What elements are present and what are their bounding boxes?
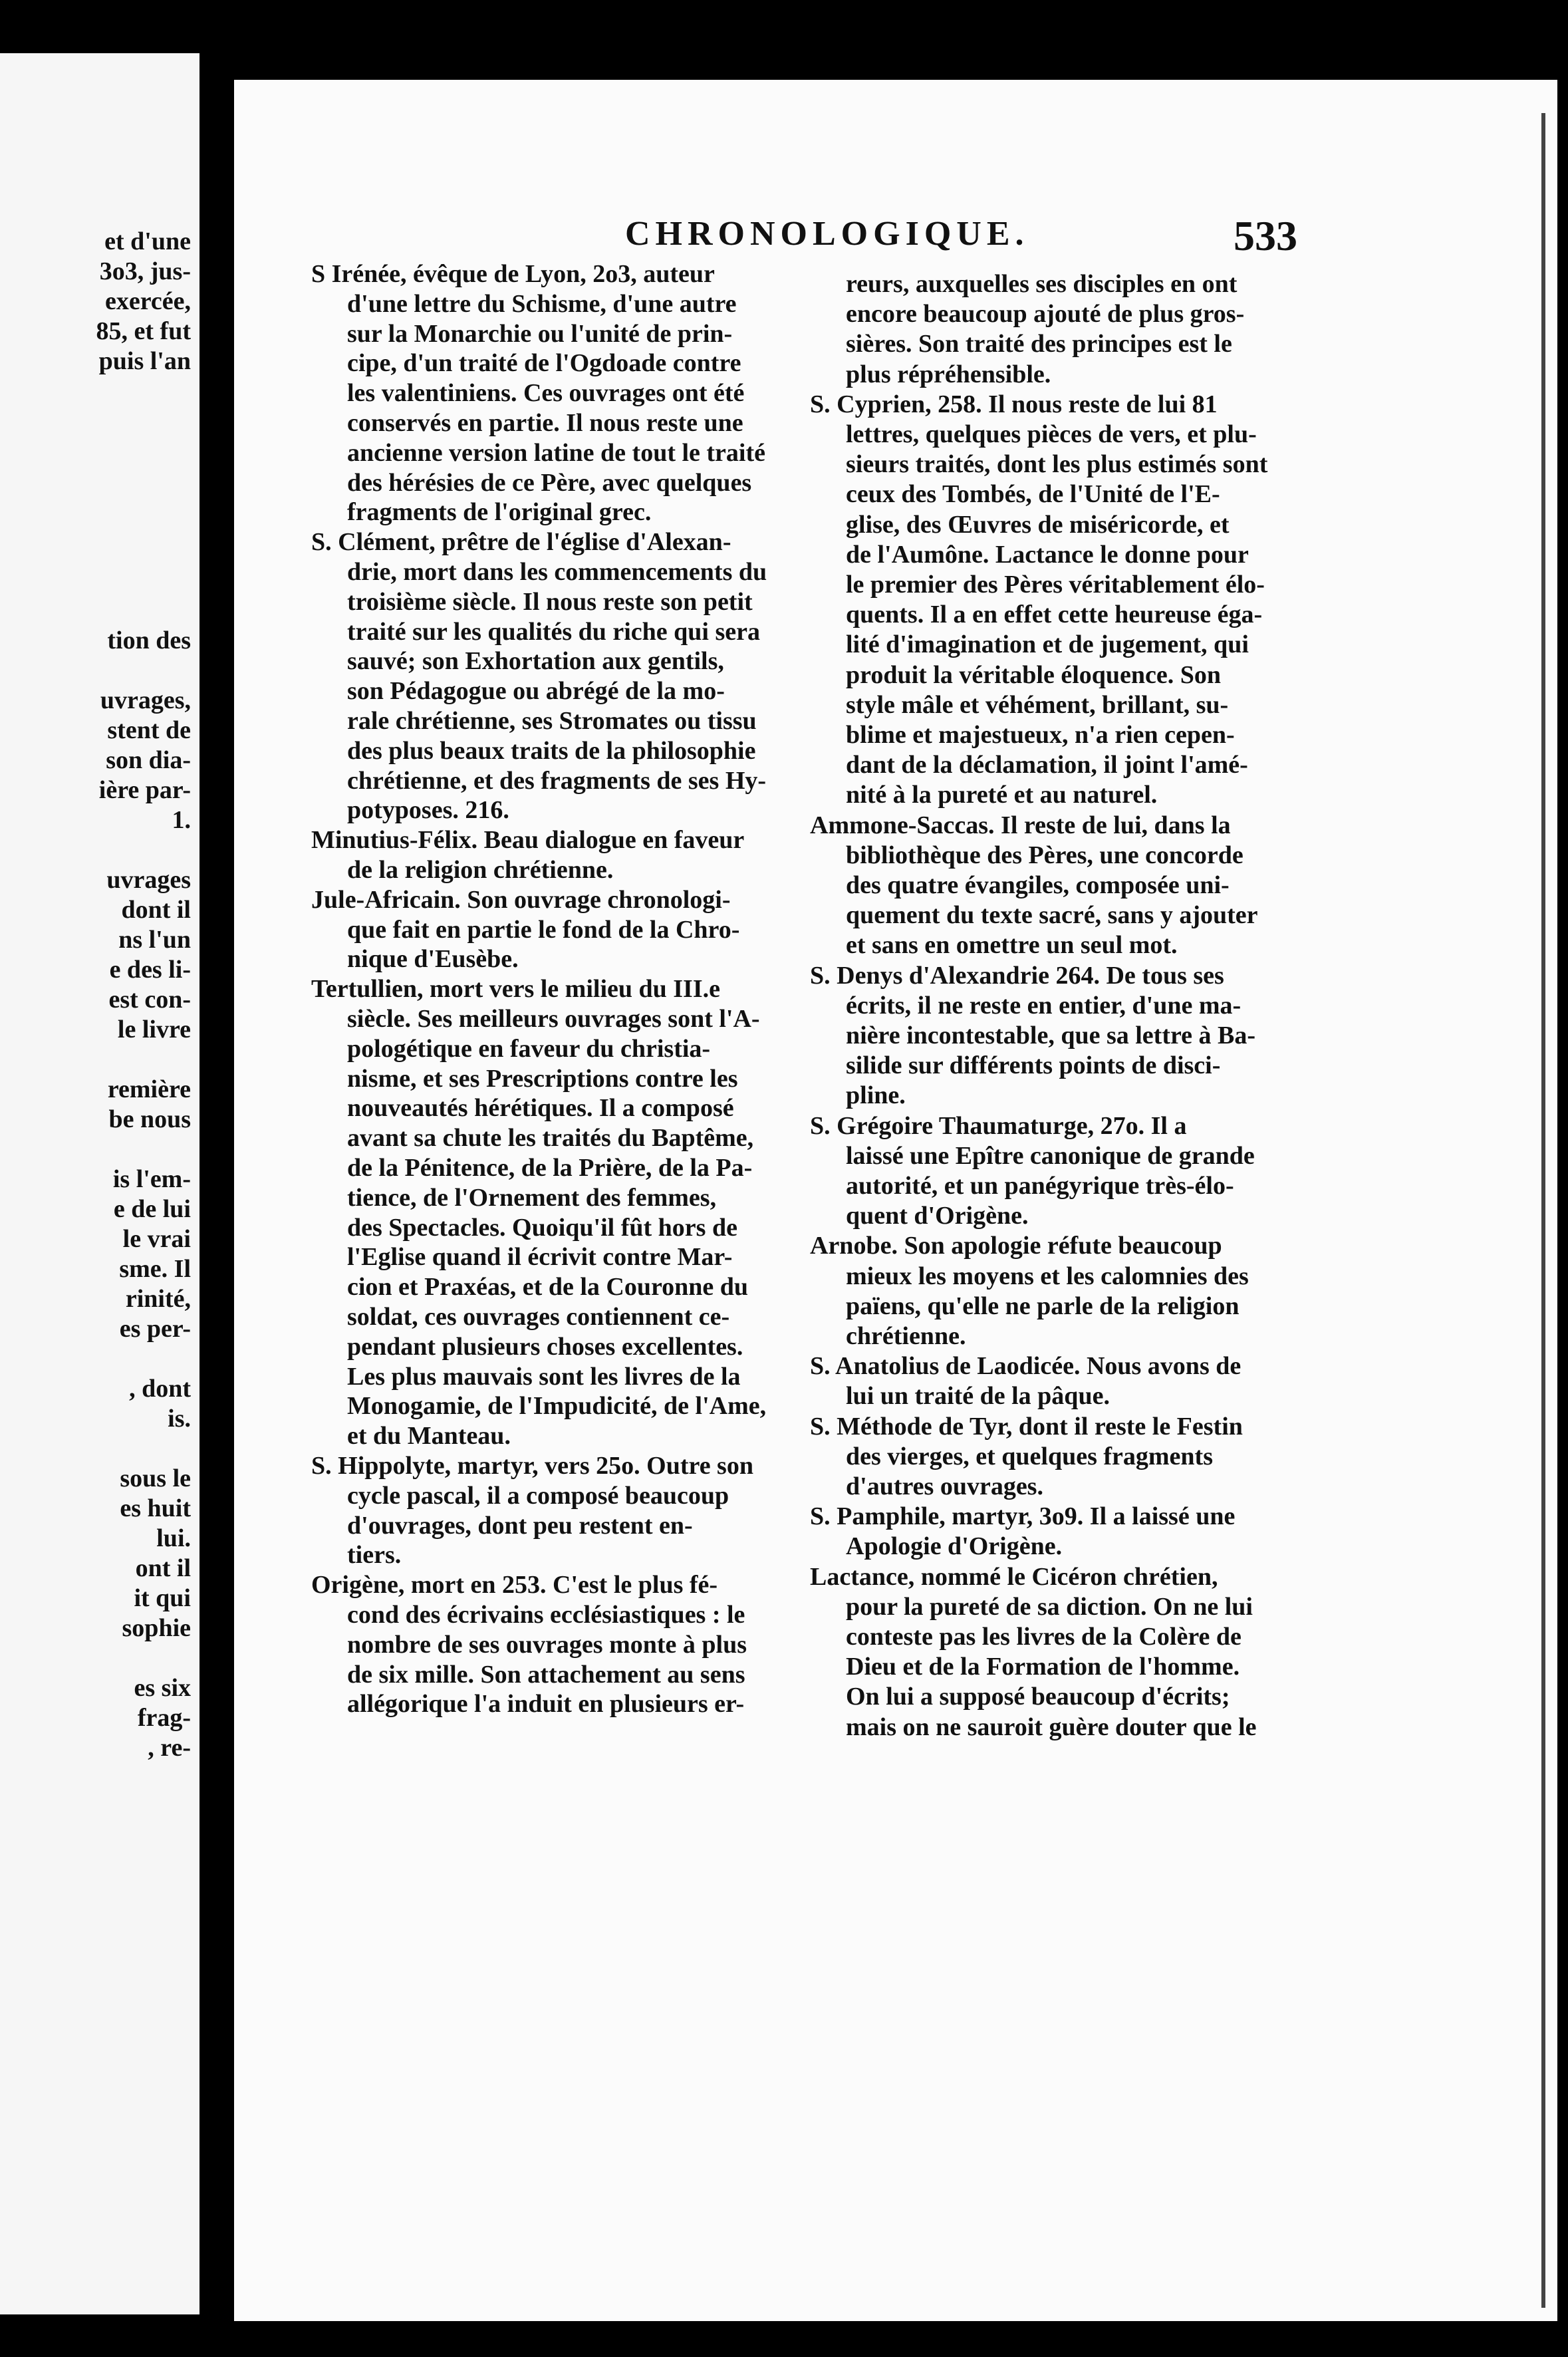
text-line: lité d'imagination et de jugement, qui [846,630,1249,659]
fragment-line: puis l'an [98,347,191,375]
fragment-line: frag- [137,1704,191,1732]
text-line: lui un traité de la pâque. [846,1382,1110,1411]
text-line: le premier des Pères véritablement élo- [846,571,1265,599]
text-line: produit la véritable éloquence. Son [846,660,1222,689]
fragment-line: e des li- [109,956,191,984]
text-line: des vierges, et quelques fragments [846,1442,1213,1470]
text-line: fragments de l'original grec. [347,498,652,527]
text-line: laissé une Epître canonique de grande [846,1141,1255,1170]
text-line: nière incontestable, que sa lettre à Ba- [846,1022,1256,1049]
text-line: S. Clément, prêtre de l'église d'Alexan- [311,528,731,557]
text-line: potyposes. 216. [347,796,509,825]
text-line: de la religion chrétienne. [347,856,614,884]
text-line: chrétienne. [846,1322,966,1350]
text-line: et sans en omettre un seul mot. [846,931,1178,960]
fragment-line: es six [134,1674,191,1702]
text-line: traité sur les qualités du riche qui sera [347,617,761,646]
text-line: quent d'Origène. [846,1202,1029,1230]
text-line: cycle pascal, il a composé beaucoup [347,1481,729,1510]
fragment-line: 3o3, jus- [99,257,191,285]
text-line: troisième siècle. Il nous reste son petit [347,587,753,616]
text-line: ceux des Tombés, de l'Unité de l'E- [846,480,1220,509]
text-line: de la Pénitence, de la Prière, de la Pa- [347,1154,753,1182]
text-line: siècle. Ses meilleurs ouvrages sont l'A- [347,1005,760,1033]
text-line: et du Manteau. [347,1422,511,1451]
text-line: sieurs traités, dont les plus estimés sont [846,450,1268,479]
text-line: rale chrétienne, ses Stromates ou tissu [347,707,757,735]
text-line: glise, des Œuvres de miséricorde, et [846,510,1230,539]
text-line: S. Denys d'Alexandrie 264. De tous ses [810,961,1224,990]
text-line: pline. [846,1081,906,1110]
fragment-line: sme. Il [119,1255,191,1283]
fragment-line: is. [168,1405,191,1433]
text-line: d'ouvrages, dont peu restent en- [347,1511,693,1540]
fragment-line: est con- [108,986,191,1014]
text-line: conteste pas les livres de la Colère de [846,1623,1241,1651]
text-line: blime et majestueux, n'a rien cepen- [846,721,1235,749]
text-line: des hérésies de ce Père, avec quelques [347,468,752,497]
fragment-line: be nous [108,1105,191,1133]
text-line: Apologie d'Origène. [846,1532,1063,1561]
text-line: Origène, mort en 253. C'est le plus fé- [311,1571,718,1599]
fragment-line: sous le [120,1464,191,1492]
text-line: Arnobe. Son apologie réfute beaucoup [810,1232,1222,1260]
text-line: cipe, d'un traité de l'Ogdoade contre [347,349,741,378]
text-line: nombre de ses ouvrages monte à plus [347,1630,747,1659]
text-line: nouveautés hérétiques. Il a composé [347,1094,734,1123]
fragment-line: uvrages [106,866,191,894]
text-line: de six mille. Son attachement au sens [347,1660,745,1689]
text-line: mais on ne sauroit guère douter que le [846,1713,1257,1741]
fragment-line: stent de [107,716,191,744]
text-line: Tertullien, mort vers le milieu du III.e [311,975,720,1004]
text-line: mieux les moyens et les calomnies des [846,1262,1249,1290]
fragment-line: remière [107,1075,191,1103]
text-line: cion et Praxéas, et de la Couronne du [347,1273,749,1302]
text-line: drie, mort dans les commencements du [347,558,767,586]
fragment-line: le livre [117,1016,191,1043]
text-line: tiers. [347,1541,402,1570]
text-line: bibliothèque des Pères, une concorde [846,841,1243,869]
book-gutter [199,47,236,2321]
text-line: quement du texte sacré, sans y ajouter [846,901,1258,930]
text-line: Ammone-Saccas. Il reste de lui, dans la [810,811,1231,839]
facing-page-fragment [0,53,203,2314]
text-line: d'une lettre du Schisme, d'une autre [347,289,737,318]
text-line: S. Anatolius de Laodicée. Nous avons de [810,1352,1241,1381]
text-line: autorité, et un panégyrique très-élo- [846,1172,1234,1200]
text-line: sières. Son traité des principes est le [846,330,1232,358]
text-line: que fait en partie le fond de la Chro- [347,915,740,944]
text-line: S. Pamphile, martyr, 3o9. Il a laissé une [810,1502,1236,1531]
fragment-line: 85, et fut [96,317,191,345]
text-line: plus répréhensible. [846,360,1051,388]
fragment-line: , dont [129,1375,191,1403]
text-line: allégorique l'a induit en plusieurs er- [347,1690,745,1719]
text-line: Minutius-Félix. Beau dialogue en faveur [311,826,745,855]
fragment-line: le vrai [122,1225,191,1253]
fragment-line: rinité, [125,1285,191,1313]
text-line: chrétienne, et des fragments de ses Hy- [347,766,767,795]
text-line: dant de la déclamation, il joint l'amé- [846,751,1248,779]
fragment-line: 1. [172,806,191,834]
text-line: Jule-Africain. Son ouvrage chronologi- [311,885,731,914]
fragment-line: exercée, [104,287,191,315]
fragment-line: tion des [107,626,191,654]
text-line: S. Méthode de Tyr, dont il reste le Festin [810,1412,1243,1441]
text-line: Monogamie, de l'Impudicité, de l'Ame, [347,1392,767,1421]
text-line: tience, de l'Ornement des femmes, [347,1183,717,1212]
text-line: pendant plusieurs choses excellentes. [347,1332,743,1361]
text-line: pour la pureté de sa diction. On ne lui [846,1592,1253,1621]
text-line: son Pédagogue ou abrégé de la mo- [347,677,725,706]
fragment-line: , re- [148,1734,191,1762]
text-line: Dieu et de la Formation de l'homme. [846,1653,1240,1681]
text-line: païens, qu'elle ne parle de la religion [846,1292,1240,1320]
fragment-line: is l'em- [112,1165,191,1193]
text-line: pologétique en faveur du christia- [347,1034,711,1063]
text-line: S. Grégoire Thaumaturge, 27o. Il a [810,1111,1187,1140]
running-header: CHRONOLOGIQUE. [625,215,1029,253]
text-line: sauvé; son Exhortation aux gentils, [347,647,724,676]
fragment-line: es per- [119,1315,191,1343]
text-line: S. Hippolyte, martyr, vers 25o. Outre son [311,1452,753,1480]
text-line: écrits, il ne reste en entier, d'une ma- [846,991,1241,1020]
text-line: sur la Monarchie ou l'unité de prin- [347,319,733,348]
page-edge [1541,113,1545,2308]
text-line: conservés en partie. Il nous reste une [347,409,743,437]
fragment-line: ière par- [98,776,191,804]
text-line: des quatre évangiles, composée uni- [846,871,1230,899]
text-line: style mâle et véhément, brillant, su- [846,690,1229,719]
text-line: quents. Il a en effet cette heureuse éga- [846,601,1263,629]
text-line: cond des écrivains ecclésiastiques : le [347,1601,745,1629]
text-line: silide sur différents points de disci- [846,1051,1221,1080]
text-line: de l'Aumône. Lactance le donne pour [846,540,1249,569]
text-line: encore beaucoup ajouté de plus gros- [846,300,1245,329]
fragment-line: uvrages, [100,686,191,714]
text-line: On lui a supposé beaucoup d'écrits; [846,1683,1230,1711]
fragment-line: es huit [120,1494,191,1522]
text-line: S Irénée, évêque de Lyon, 2o3, auteur [311,260,715,288]
text-line: d'autres ouvrages. [846,1472,1043,1500]
text-line: Lactance, nommé le Cicéron chrétien, [810,1562,1218,1591]
fragment-line: dont il [121,896,191,924]
text-line: soldat, ces ouvrages contiennent ce- [347,1303,730,1331]
fragment-line: sophie [122,1614,191,1642]
text-line: reurs, auxquelles ses disciples en ont [846,270,1238,298]
text-line: des plus beaux traits de la philosophie [347,736,756,765]
text-line: nisme, et ses Prescriptions contre les [347,1064,738,1093]
fragment-line: et d'une [104,227,191,255]
fragment-line: ont il [135,1554,191,1582]
text-line: l'Eglise quand il écrivit contre Mar- [347,1243,733,1272]
text-line: avant sa chute les traités du Baptême, [347,1124,754,1153]
fragment-line: ns l'un [118,926,191,954]
fragment-line: lui. [156,1524,191,1552]
text-line: nique d'Eusèbe. [347,945,519,974]
text-line: ancienne version latine de tout le traité [347,438,766,467]
page-number: 533 [1234,212,1297,259]
text-line: nité à la pureté et au naturel. [846,781,1158,809]
fragment-line: son dia- [106,746,191,774]
text-line: Les plus mauvais sont les livres de la [347,1362,741,1391]
text-line: des Spectacles. Quoiqu'il fût hors de [347,1213,737,1242]
fragment-line: e de lui [113,1195,191,1223]
text-line: S. Cyprien, 258. Il nous reste de lui 81 [810,390,1218,418]
text-line: les valentiniens. Ces ouvrages ont été [347,379,745,408]
text-line: lettres, quelques pièces de vers, et plu- [846,420,1257,448]
fragment-line: it qui [134,1584,191,1612]
